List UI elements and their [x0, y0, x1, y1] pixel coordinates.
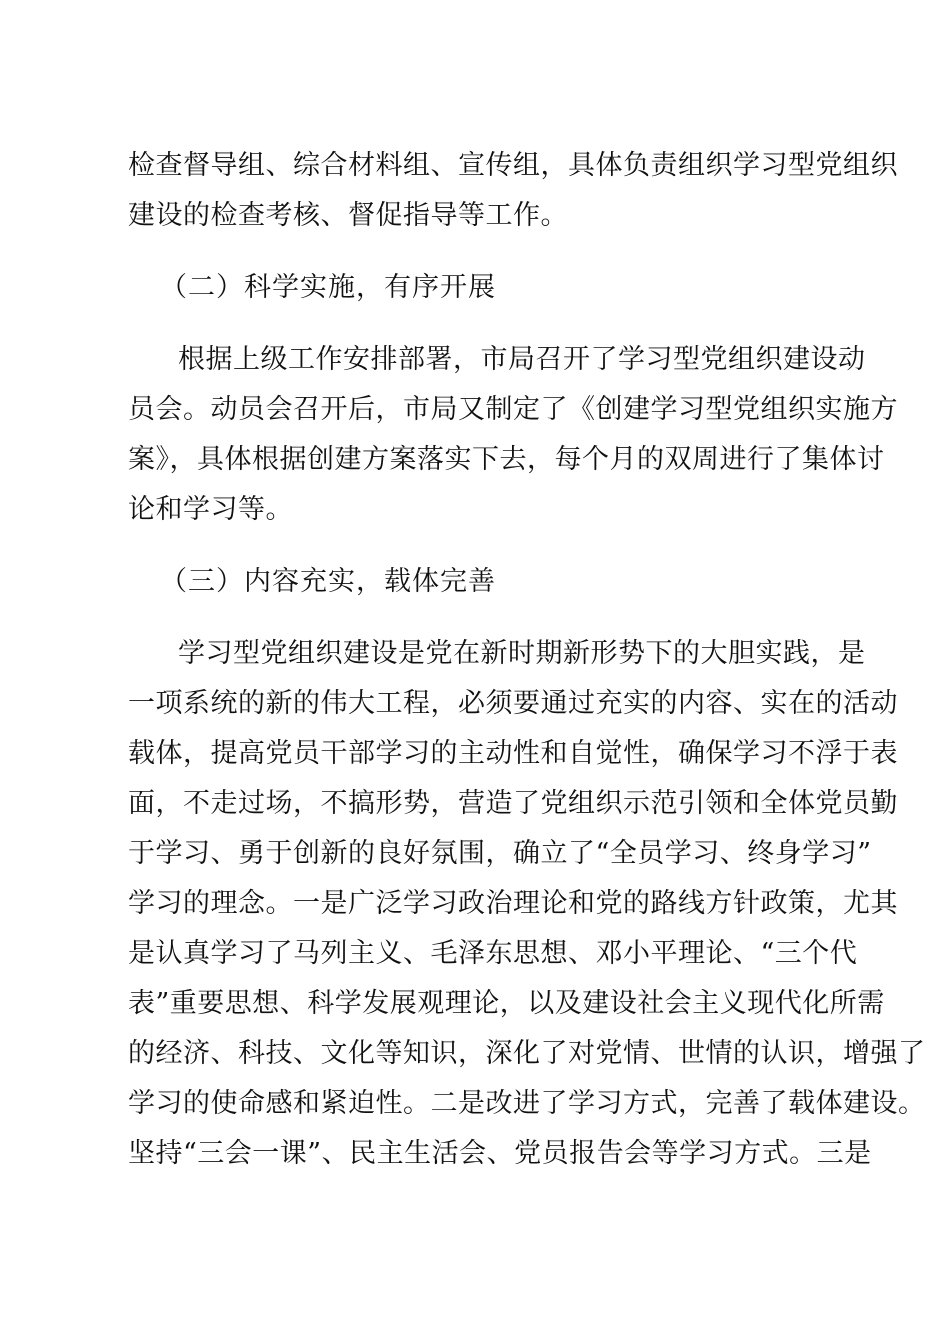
- paragraph-line: 论和学习等。: [128, 494, 293, 525]
- paragraph-line: 表”重要思想、科学发展观理论，以及建设社会主义现代化所需: [128, 988, 885, 1019]
- paragraph-line: 是认真学习了马列主义、毛泽东思想、邓小平理论、“三个代: [128, 938, 858, 969]
- paragraph-line: 学习的使命感和紧迫性。二是改进了学习方式，完善了载体建设。: [128, 1088, 926, 1119]
- paragraph-line: 学习的理念。一是广泛学习政治理论和党的路线方针政策，尤其: [128, 888, 898, 919]
- paragraph-line: 的经济、科技、文化等知识，深化了对党情、世情的认识，增强了: [128, 1038, 926, 1069]
- paragraph-line: 案》，具体根据创建方案落实下去，每个月的双周进行了集体讨: [128, 444, 885, 475]
- paragraph-line: 一项系统的新的伟大工程，必须要通过充实的内容、实在的活动: [128, 688, 898, 719]
- paragraph-line: 根据上级工作安排部署，市局召开了学习型党组织建设动: [178, 344, 866, 375]
- paragraph-line: 建设的检查考核、督促指导等工作。: [128, 200, 568, 231]
- paragraph-line: 学习型党组织建设是党在新时期新形势下的大胆实践，是: [178, 638, 866, 669]
- paragraph-line: 载体，提高党员干部学习的主动性和自觉性，确保学习不浮于表: [128, 738, 898, 769]
- paragraph-line: 检查督导组、综合材料组、宣传组，具体负责组织学习型党组织: [128, 150, 898, 181]
- paragraph-line: 员会。动员会召开后，市局又制定了《创建学习型党组织实施方: [128, 394, 898, 425]
- paragraph-line: 于学习、勇于创新的良好氛围，确立了“全员学习、终身学习”: [128, 838, 872, 869]
- paragraph-line: 坚持“三会一课”、民主生活会、党员报告会等学习方式。三是: [128, 1138, 872, 1169]
- paragraph-line: 面，不走过场，不搞形势，营造了党组织示范引领和全体党员勤: [128, 788, 898, 819]
- section-heading: （二）科学实施，有序开展: [160, 272, 496, 303]
- section-heading: （三）内容充实，载体完善: [160, 566, 496, 597]
